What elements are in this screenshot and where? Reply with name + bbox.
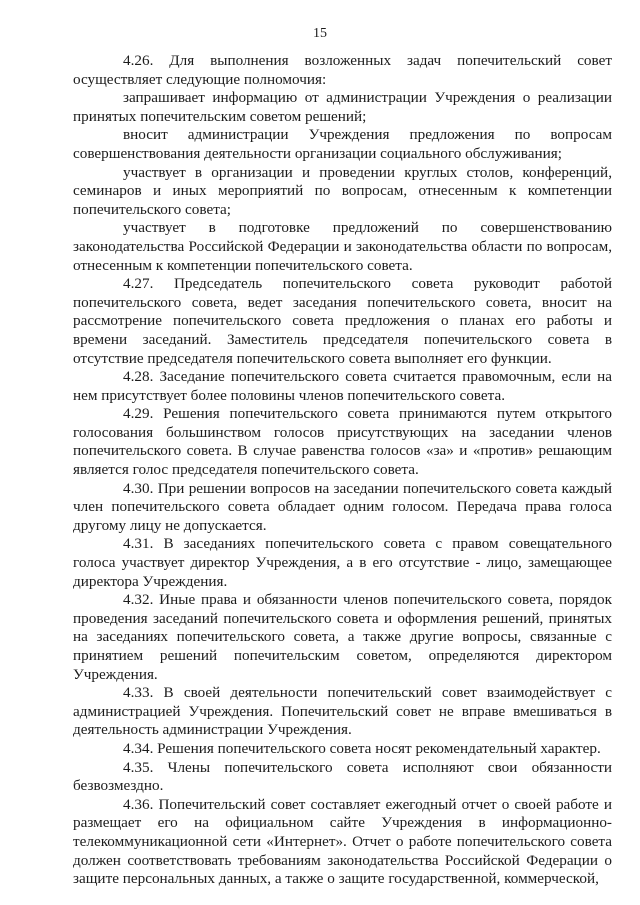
list-item-submit-proposals: вносит администрации Учреждения предложения по вопросам совершенствования деятельности организации социального обслуживания;	[73, 126, 612, 162]
paragraph-4-35: 4.35. Члены попечительского совета исполняют свои обязанности безвозмездно.	[73, 758, 612, 795]
paragraph-4-30: 4.30. При решении вопросов на заседании попечительского совета каждый член попечительского совета обладает одним голосом. Передача права голоса другому лицу не допускается.	[73, 479, 612, 534]
list-item-participate-events: участвует в организации и проведении круглых столов, конференций, семинаров и иных мероприятий по вопросам, отнесенным к компетенции попечительского совета;	[73, 163, 612, 218]
paragraph-4-36: 4.36. Попечительский совет составляет ежегодный отчет о своей работе и размещает его на официальном сайте Учреждения в информационно-телекоммуникационной сети «Интернет». Отчет о работе попечительского совета должен соответствовать требованиям законодательства Российской Федерации о защите персональных данных, а также о защите государственной, коммерческой,	[73, 795, 612, 888]
paragraph-4-32: 4.32. Иные права и обязанности членов попечительского совета, порядок проведения заседаний попечительского совета и оформления решений, принятых на заседаниях попечительского совета, а также другие вопросы, связанные с принятием решений попечительским советом, определяются директором Учреждения.	[73, 591, 612, 683]
paragraph-4-26: 4.26. Для выполнения возложенных задач попечительский совет осуществляет следующие полномочия:	[73, 52, 612, 88]
page-number: 15	[313, 26, 327, 41]
list-item-legislation-proposals: участвует в подготовке предложений по совершенствованию законодательства Российской Федерации и законодательства области по вопросам, отнесенным к компетенции попечительского совета.	[73, 219, 612, 274]
paragraph-4-28: 4.28. Заседание попечительского совета считается правомочным, если на нем присутствует более половины членов попечительского совета.	[73, 368, 612, 404]
list-item-request-information: запрашивает информацию от администрации Учреждения о реализации принятых попечительским советом решений;	[73, 89, 612, 125]
paragraph-4-31: 4.31. В заседаниях попечительского совета с правом совещательного голоса участвует директор Учреждения, а в его отсутствие - лицо, замещающее директора Учреждения.	[73, 535, 612, 590]
paragraph-4-29: 4.29. Решения попечительского совета принимаются путем открытого голосования большинством голосов присутствующих на заседании членов попечительского совета. В случае равенства голосов «за» и «против» решающим является голос председателя попечительского совета.	[73, 405, 612, 479]
paragraph-4-33: 4.33. В своей деятельности попечительский совет взаимодействует с администрацией Учреждения. Попечительский совет не вправе вмешиваться в деятельность администрации Учреждения.	[73, 684, 612, 739]
paragraph-4-34: 4.34. Решения попечительского совета носят рекомендательный характер.	[123, 739, 601, 757]
paragraph-4-27: 4.27. Председатель попечительского совета руководит работой попечительского совета, ведет заседания попечительского совета, вносит на рассмотрение попечительского совета предложения о планах его работы и времени заседаний. Заместитель председателя попечительского совета в отсутствие председателя попечительского совета выполняет его функции.	[73, 275, 612, 367]
